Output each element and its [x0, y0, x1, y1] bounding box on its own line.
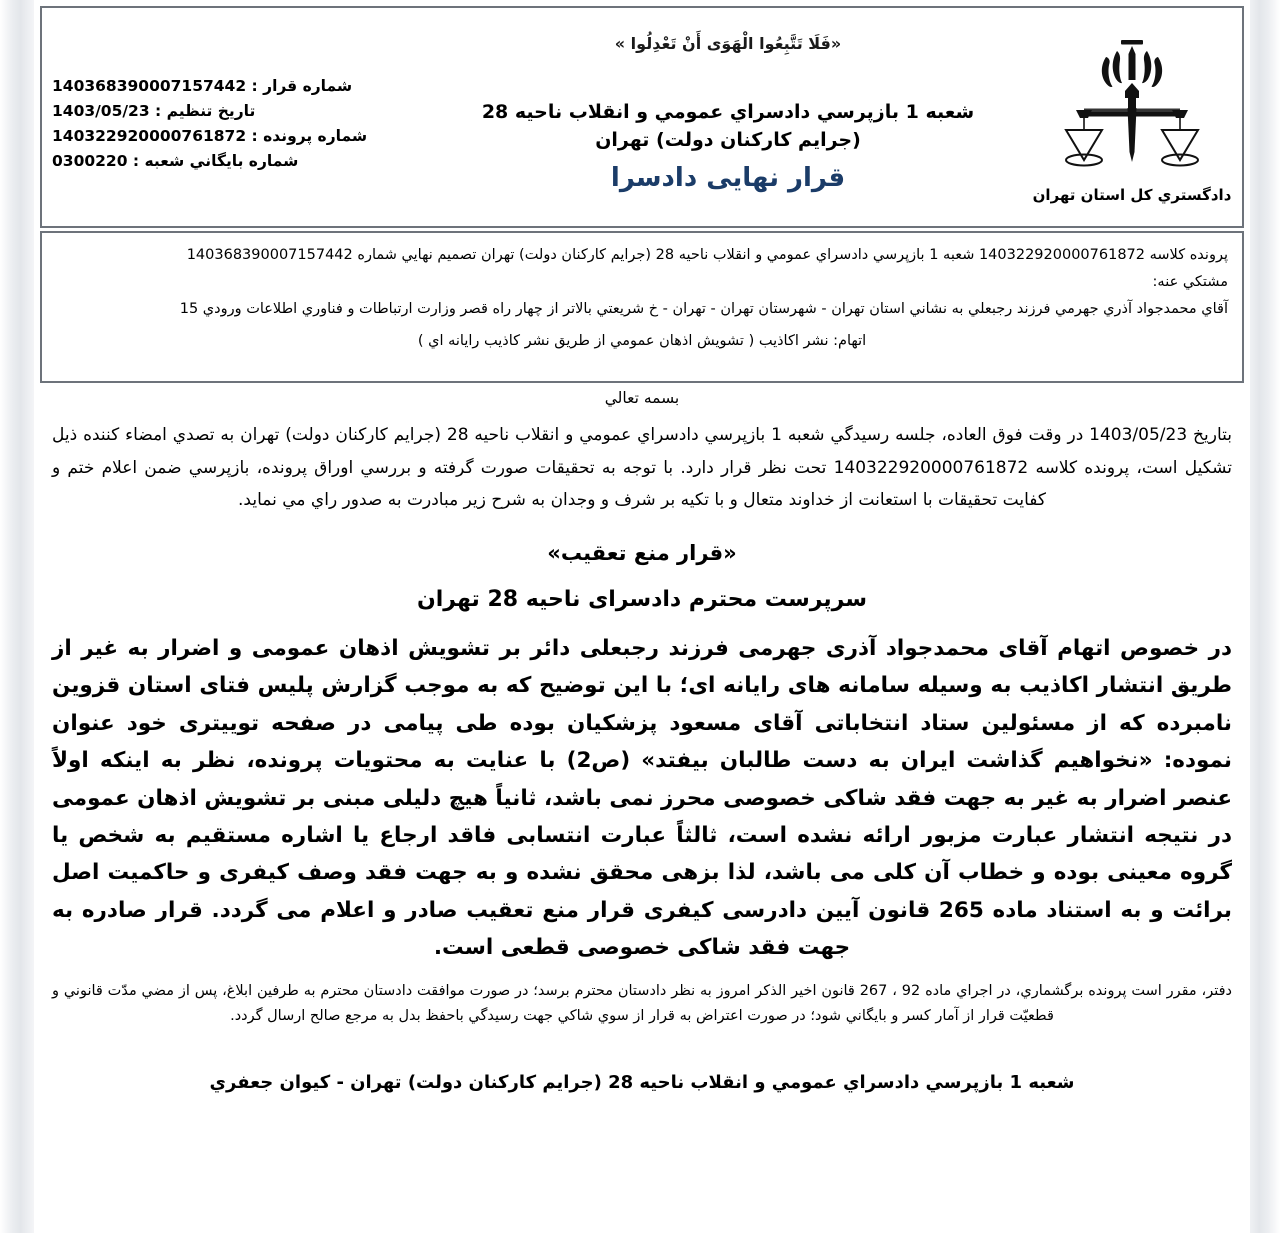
field-value: 140322920000761872	[52, 127, 247, 146]
page-margin-right	[1246, 0, 1280, 1233]
field-date	[52, 99, 434, 124]
basmala: بسمه تعالي	[604, 389, 680, 407]
quran-verse: «فَلَا تَتَّبِعُوا الْهَوَى أَنْ تَعْدِلُوا »	[614, 34, 842, 53]
field-value: 140368390007157442	[52, 77, 247, 95]
branch-title: شعبه 1 بازپرسي دادسراي عمومي و انقلاب ناحيه 28 (جرايم كاركنان دولت) تهران	[481, 101, 975, 151]
field-archive-number	[52, 149, 434, 174]
field-label: شماره قرار :	[251, 77, 353, 95]
field-label: شماره بايگاني شعبه :	[132, 152, 299, 171]
office-instructions-paragraph: دفتر، مقرر است پرونده برگشماري، در اجراي ماده 92 ، 267 قانون اخير الذكر امروز به نظر دادستان محترم برسد؛ در صورت موافقت دادستان محترم به طرفين ابلاغ، پس از مضي مدّت قانوني و قطعيّت قرار از آمار كسر و بايگاني شود؛ در صورت اعتراض به قرار از سوي شاكي جهت رسيدگي باحفظ بدل به مرجع صالح ارسال گردد.	[52, 982, 1232, 1025]
page-margin-left	[0, 0, 34, 1233]
addressee-heading: سرپرست محترم دادسرای ناحیه 28 تهران	[416, 586, 868, 612]
field-label: تاريخ تنظيم :	[155, 102, 256, 121]
document-header	[40, 6, 1244, 228]
document-sheet	[34, 0, 1250, 1233]
emblem-caption: دادگستري كل استان تهران	[1032, 186, 1232, 204]
field-case-number	[52, 124, 434, 149]
field-decision-number	[52, 74, 434, 99]
scales-of-justice-iran-emblem-icon	[1062, 34, 1202, 184]
field-value: 0300220	[52, 152, 128, 171]
session-intro-paragraph: بتاريخ 1403/05/23 در وقت فوق العاده، جلسه رسيدگي شعبه 1 بازپرسي دادسراي عمومي و انقلاب ناحيه 28 (جرايم كاركنان دولت) تهران به تصدي امضاء كننده ذيل تشكيل است، پرونده كلاسه 140322920000761872 تحت نظر قرار دارد. با توجه به تحقيقات صورت گرفته و بررسي اوراق پرونده، بازپرسي ضمن اعلام ختم و كفايت تحقيقات با استعانت از خداوند متعال و با تكيه بر شرف و وجدان به شرح زير مبادرت به صدور راي مي نمايد.	[52, 425, 1233, 511]
complainee-label: مشتكي عنه:	[1152, 273, 1228, 290]
field-value: 1403/05/23	[52, 102, 150, 121]
header-emblem-cell	[1022, 8, 1242, 226]
signature-line: شعبه 1 بازپرسي دادسراي عمومي و انقلاب ناحيه 28 (جرايم كاركنان دولت) تهران - كيوان جعفري	[209, 1072, 1075, 1094]
ruling-main-paragraph: در خصوص اتهام آقای محمدجواد آذری جهرمی فرزند رجبعلی دائر بر تشویش اذهان عمومی و اضرار به غیر از طریق انتشار اکاذیب به وسیله سامانه های رایانه ای؛ با این توضیح که به موجب گزارش پلیس فتای استان قزوین نامبرده که از مسئولین ستاد انتخاباتی آقای مسعود پزشکیان بوده طی پیامی در صفحه توییتری خود عنوان نموده: «نخواهیم گذاشت ایران به دست طالبان بیفتد» (ص2) با عنایت به محتویات پرونده، نظر به اینکه اولاً عنصر اضرار به غیر به جهت فقد شاکی خصوصی محرز نمی باشد، ثانیاً هیچ دلیلی مبنی بر تشویش اذهان عمومی در نتیجه انتشار عبارت مزبور ارائه نشده است، ثالثاً عبارت انتسابی فاقد ارجاع یا اشاره مستقیم به شخص یا گروه معینی بوده و خطاب آن کلی می باشد، لذا بزهی محقق نشده و به جهت فقد وصف کیفری و حاکمیت اصل برائت و به استناد ماده 265 قانون آیین دادرسی کیفری قرار منع تعقیب صادر و اعلام می گردد. قرار صادره به جهت فقد شاکی خصوصی قطعی است.	[52, 635, 1232, 961]
header-fields-cell	[42, 8, 434, 226]
header-center-cell	[434, 8, 1022, 226]
document-body	[34, 389, 1250, 1099]
case-info-box	[40, 231, 1244, 383]
case-reference-line: پرونده كلاسه 140322920000761872 شعبه 1 بازپرسي دادسراي عمومي و انقلاب ناحيه 28 (جرايم كاركنان دولت) تهران تصميم نهايي شماره 140368390007157442	[186, 247, 1228, 263]
complainee-details: آقاي محمدجواد آذري جهرمي فرزند رجبعلي به نشاني استان تهران - شهرستان تهران - تهران - خ شريعتي بالاتر از چهار راه قصر وزارت ارتباطات و فناوري اطلاعات ورودي 15	[179, 300, 1228, 317]
charge-line: اتهام: نشر اكاذيب ( تشويش اذهان عمومي از طريق نشر كاذيب رايانه اي )	[417, 332, 867, 349]
ruling-type-heading: «قرار منع تعقيب»	[547, 540, 737, 565]
field-label: شماره پرونده :	[251, 127, 368, 146]
document-title: قرار نهایی دادسرا	[610, 163, 846, 194]
